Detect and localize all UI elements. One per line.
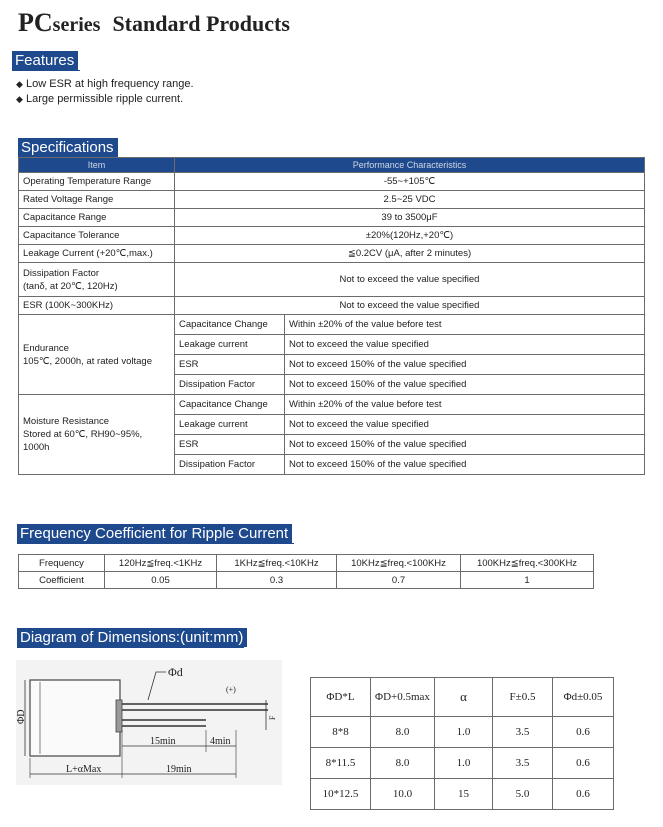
table-row: 10*12.5 10.0 15 5.0 0.6 [311,779,614,810]
header-performance: Performance Characteristics [175,158,645,173]
table-row: 8*8 8.0 1.0 3.5 0.6 [311,717,614,748]
table-row-esr: ESR (100K~300KHz) Not to exceed the value specified [19,297,645,315]
table-row: 8*11.5 8.0 1.0 3.5 0.6 [311,748,614,779]
table-header-row: ΦD*L ΦD+0.5max α F±0.5 Φd±0.05 [311,678,614,717]
table-row: ESR Not to exceed 150% of the value specified [19,435,645,455]
features-underline [12,70,80,71]
frequency-table [18,554,594,589]
table-row: Operating Temperature Range -55~+105℃ [19,173,645,191]
feature-item: ◆ Large permissible ripple current. [16,93,184,105]
label-19min: 19min [166,764,192,775]
diamond-bullet-icon: ◆ [16,94,23,104]
frequency-heading: Frequency Coefficient for Ripple Current [17,524,292,543]
table-row-moisture: Moisture Resistance Stored at 60℃, RH90~95%, 1000h Capacitance Change Within ±20% of the value before test [19,395,645,415]
specifications-heading: Specifications [18,138,118,157]
page-title [18,8,290,38]
label-15min: 15min [150,736,176,747]
diamond-bullet-icon: ◆ [16,79,23,89]
table-row: Capacitance Range 39 to 3500μF [19,209,645,227]
table-row: Leakage current Not to exceed the value specified [19,415,645,435]
specifications-table [18,157,645,475]
capacitor-dimension-drawing [16,660,282,785]
table-row: Leakage current Not to exceed the value specified [19,335,645,355]
table-row-endurance: Endurance 105℃, 2000h, at rated voltage Capacitance Change Within ±20% of the value before test [19,315,645,335]
table-row: Dissipation Factor Not to exceed 150% of the value specified [19,455,645,475]
label-phi-d: Φd [168,665,183,679]
header-item: Item [19,158,175,173]
capacitor-body [30,680,120,756]
table-row-dissipation: Dissipation Factor (tanδ, at 20℃, 120Hz) Not to exceed the value specified [19,263,645,297]
dimensions-heading: Diagram of Dimensions:(unit:mm) [17,628,247,647]
label-f: F [268,715,277,720]
table-row: Capacitance Tolerance ±20%(120Hz,+20℃) [19,227,645,245]
table-row: ESR Not to exceed 150% of the value specified [19,355,645,375]
frequency-underline [17,543,294,544]
title-standard: Standard Products [112,11,290,36]
feature-item: ◆ Low ESR at high frequency range. [16,78,194,90]
dimensions-underline [17,647,244,648]
dimensions-table [310,677,614,810]
label-4min: 4min [210,736,231,747]
title-pc: PC [18,8,53,37]
table-row: Dissipation Factor Not to exceed 150% of the value specified [19,375,645,395]
features-heading: Features [12,51,78,70]
table-row: Leakage Current (+20℃,max.) ≦0.2CV (μA, after 2 minutes) [19,245,645,263]
label-l-alpha-max: L+αMax [66,764,102,775]
label-phi-D: ΦD [16,709,27,724]
title-series: series [52,14,101,36]
table-row: Coefficient 0.05 0.3 0.7 1 [19,572,594,589]
label-plus: (+) [226,685,236,694]
table-header-row [19,158,645,173]
table-row: Frequency 120Hz≦freq.<1KHz 1KHz≦freq.<10KHz 10KHz≦freq.<100KHz 100KHz≦freq.<300KHz [19,555,594,572]
table-row: Rated Voltage Range 2.5~25 VDC [19,191,645,209]
rubber-seal [116,700,122,732]
